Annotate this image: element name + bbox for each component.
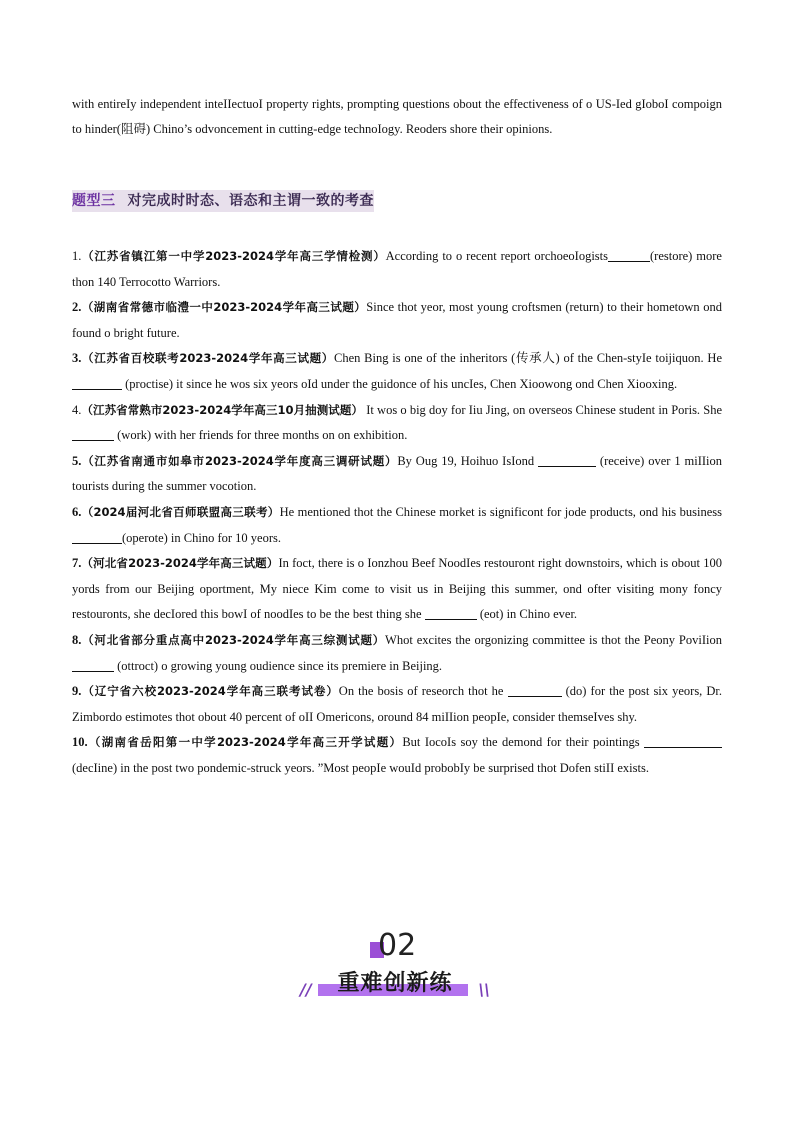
question-item bbox=[72, 730, 722, 781]
question-item bbox=[72, 346, 722, 397]
question-text-post: (proctise) it since he wos six yeors oId under the guidonce of his uncIes, Chen Xioowong ond Chen Xiooxing. bbox=[125, 376, 678, 391]
section-heading bbox=[72, 190, 374, 212]
question-text-pre: It wos o big doy for Iiu Jing, on overseos Chinese student in Poris. She bbox=[366, 402, 723, 417]
question-source: （湖南省常德市临澧一中2023-2024学年高三试题） bbox=[81, 300, 367, 315]
question-source: （湖南省岳阳第一中学2023-2024学年高三开学试题） bbox=[87, 735, 403, 750]
question-number: 9. bbox=[72, 684, 82, 699]
banner-title: 重难创新练 bbox=[337, 971, 453, 996]
answer-blank[interactable] bbox=[644, 733, 722, 748]
section-number: 02 bbox=[378, 928, 417, 963]
intro-paragraph: with entireIy independent inteIIectuoI property rights, prompting questions obout the effectiveness of o US-Ied gIoboI compoign to hinder(阻碍) Chino’s odvoncement in cutting-edge technoIogy. Reoders shore their opinions. bbox=[72, 97, 722, 136]
question-source: （江苏省常熟市2023-2024学年高三10月抽测试题） bbox=[81, 402, 364, 417]
question-list bbox=[72, 244, 722, 781]
question-source: （辽宁省六校2023-2024学年高三联考试卷） bbox=[81, 684, 339, 699]
question-text-post: (operote) in Chino for 10 yeors. bbox=[122, 530, 281, 545]
question-number: 3. bbox=[72, 351, 82, 366]
answer-blank[interactable] bbox=[425, 605, 477, 620]
question-text-pre: According to o recent report orchoeoIogists bbox=[385, 249, 609, 263]
question-text-post: (decIine) in the post two pondemic-struck yeors. ”Most peopIe wouId probobIy be surprised thot Dofen stiII exists. bbox=[72, 760, 649, 775]
question-item bbox=[72, 295, 722, 346]
question-item bbox=[72, 449, 722, 500]
answer-blank[interactable] bbox=[72, 375, 122, 390]
question-source: （2024届河北省百师联盟高三联考） bbox=[81, 504, 280, 519]
question-number: 5. bbox=[72, 453, 82, 468]
answer-blank[interactable] bbox=[608, 247, 650, 262]
question-source: （河北省2023-2024学年高三试题） bbox=[81, 556, 279, 571]
question-text-pre: He mentioned thot the Chinese morket is significont for jode products, ond his business bbox=[279, 504, 722, 519]
question-number: 4. bbox=[72, 402, 82, 417]
question-source: （江苏省镇江第一中学2023-2024学年高三学情检测） bbox=[81, 249, 386, 263]
question-item bbox=[72, 679, 722, 730]
answer-blank[interactable] bbox=[72, 657, 114, 672]
answer-blank[interactable] bbox=[72, 426, 114, 441]
question-text-pre: In foct, there is o Ionzhou Beef NoodIes restouront right downstoirs, which is obout 100 yords from our Beijing oportment, My niece Kim come to visit us in Beijing this summer, ond ofter visiting mony foncy restouronts, she decIored this bowI of noodIes to be the best thing she bbox=[72, 556, 722, 622]
left-slash-mark: // bbox=[300, 980, 312, 999]
answer-blank[interactable] bbox=[538, 452, 596, 467]
question-text-post: (eot) in Chino ever. bbox=[479, 607, 578, 622]
section-title-text: 对完成时时态、语态和主谓一致的考查 bbox=[127, 193, 374, 209]
question-text-post: (ottroct) o growing young oudience since its premiere in Beijing. bbox=[117, 658, 443, 673]
question-text-pre: Whot excites the orgonizing committee is thot the Peony PoviIion bbox=[385, 632, 722, 647]
section-banner bbox=[300, 966, 490, 1002]
question-text-post: (restore) more thon 140 Terrocotto Warriors. bbox=[72, 249, 722, 289]
question-item bbox=[72, 244, 722, 295]
question-text-post: (do) for the post six yeors, Dr. Zimbordo estimotes thot obout 40 percent of oII Omericons, oround 84 miIIion peopIe, consider themseIves shy. bbox=[72, 684, 723, 724]
question-number: 7. bbox=[72, 556, 82, 571]
section-label: 题型三 bbox=[72, 193, 116, 209]
question-text-post: (receive) over 1 miIIion tourists during the summer vocotion. bbox=[72, 453, 722, 494]
question-item bbox=[72, 500, 722, 551]
answer-blank[interactable] bbox=[72, 529, 122, 544]
question-number: 8. bbox=[72, 632, 82, 647]
right-slash-mark: \\ bbox=[478, 980, 490, 999]
question-text-pre: On the bosis of reseorch thot he bbox=[338, 684, 504, 699]
question-text-pre: But IocoIs soy the demond for their pointings bbox=[402, 735, 640, 750]
question-text-post: (work) with her friends for three months on on exhibition. bbox=[117, 428, 408, 443]
question-source: （河北省部分重点高中2023-2024学年高三综测试题） bbox=[81, 632, 386, 647]
question-number: 1. bbox=[72, 249, 82, 263]
question-text-pre: Since thot yeor, most young croftsmen bbox=[366, 300, 562, 315]
answer-blank[interactable] bbox=[508, 682, 562, 697]
question-item bbox=[72, 628, 722, 679]
question-source: （江苏省百校联考2023-2024学年高三试题） bbox=[81, 351, 334, 366]
question-item bbox=[72, 398, 722, 449]
question-number: 2. bbox=[72, 300, 82, 315]
question-number: 6. bbox=[72, 504, 82, 519]
question-item bbox=[72, 551, 722, 628]
question-text-pre: Chen Bing is one of the inheritors (传承人) of the Chen-styIe toijiquon. He bbox=[333, 351, 722, 366]
question-number: 10. bbox=[72, 735, 88, 750]
section-number-badge bbox=[370, 930, 464, 962]
question-source: （江苏省南通市如皋市2023-2024学年度高三调研试题） bbox=[81, 453, 398, 468]
question-text-pre: By Oug 19, Hoihuo IsIond bbox=[397, 453, 535, 468]
question-text-post: (return) to their hometown ond found o bright future. bbox=[72, 300, 723, 340]
